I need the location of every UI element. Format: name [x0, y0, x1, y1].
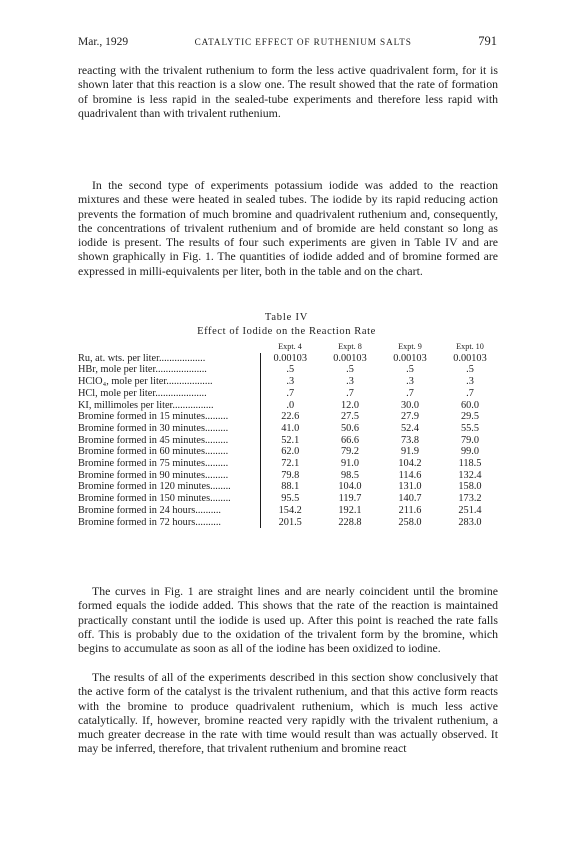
dot-leader: ....................	[155, 387, 207, 399]
row-label	[78, 493, 260, 505]
header-blank	[78, 341, 260, 353]
table-cell: 201.5	[278, 516, 302, 528]
table-cell: .5	[406, 364, 414, 376]
row-label-text: Ru, at. wts. per liter	[78, 352, 159, 364]
table-cell: 79.2	[340, 446, 360, 458]
row-label	[78, 400, 260, 412]
table-cell: 50.6	[340, 422, 360, 434]
table-cell: 91.0	[340, 458, 360, 470]
table-row	[78, 435, 500, 447]
dot-leader: ..........	[195, 516, 222, 528]
row-label	[78, 423, 260, 435]
table-cell: .7	[406, 387, 414, 399]
table-cell: 12.0	[340, 399, 360, 411]
table-title: Effect of Iodide on the Reaction Rate	[197, 326, 376, 337]
row-label	[78, 446, 260, 458]
table-cell: 22.6	[281, 411, 300, 423]
dot-leader: ....................	[155, 364, 207, 376]
row-label	[78, 505, 260, 517]
dot-leader: ........	[210, 493, 231, 505]
table-cell: 283.0	[458, 516, 482, 528]
table-cell: 99.0	[460, 446, 480, 458]
row-label	[78, 376, 260, 388]
table-cell: 158.0	[458, 481, 482, 493]
table-cell: 52.1	[281, 434, 300, 446]
table-cell: 29.5	[460, 411, 480, 423]
table-header-row	[78, 341, 500, 353]
row-label-text: Bromine formed in 24 hours	[78, 504, 196, 516]
table-cell: 131.0	[398, 481, 422, 493]
data-table	[78, 341, 501, 528]
row-label	[78, 353, 260, 365]
table-cell: 79.8	[281, 469, 300, 481]
row-label-text: Bromine formed in 15 minutes	[78, 411, 205, 423]
dot-leader: .........	[204, 422, 229, 434]
table-cell: 95.5	[281, 493, 300, 505]
table-cell: .5	[346, 364, 354, 376]
table-cell: .5	[286, 364, 295, 376]
table-cell: 228.8	[338, 516, 362, 528]
row-label-text: Bromine formed in 45 minutes	[78, 434, 205, 446]
running-title: CATALYTIC EFFECT OF RUTHENIUM SALTS	[194, 37, 412, 47]
row-label-text: Bromine formed in 150 minutes	[78, 493, 211, 505]
dot-leader: ................	[172, 399, 214, 411]
table-cell: 114.6	[398, 469, 422, 481]
table-cell: 0.00103	[393, 352, 427, 364]
table-cell: 104.0	[338, 481, 362, 493]
table-row	[78, 376, 500, 388]
table-cell: 251.4	[458, 504, 482, 516]
row-label-text: Bromine formed in 72 hours	[78, 516, 196, 528]
table-row	[78, 400, 500, 412]
table-cell: 154.2	[278, 504, 302, 516]
row-label	[78, 364, 260, 376]
table-row	[78, 446, 500, 458]
table-cell: 41.0	[281, 422, 300, 434]
paragraph-second-type-experiments: In the second type of experiments potassium iodide was added to the reaction mixtures and these were heated in sealed tubes. The iodide by its rapid reducing action prevents the formation of much bromine and quadrivalent ruthenium and, consequently, the concentrations of trivalent ruthenium and of bromide are held constant so long as iodide is present. The results of four such experiments are given in Table IV and are shown graphically in Fig. 1. The quantities of iodide added and of bromine formed are expressed in milli-equivalents per liter, both in the table and on the chart.	[78, 178, 498, 278]
dot-leader: .........	[204, 469, 229, 481]
table-cell: 104.2	[398, 458, 422, 470]
table-cell: 0.00103	[273, 352, 307, 364]
table-cell: .3	[346, 376, 354, 388]
dot-leader: ..................	[158, 352, 206, 364]
paragraph-conclusions: The results of all of the experiments described in this section show conclusively that the active form of the catalyst is the trivalent ruthenium, and that this active form reacts with the bromine to produce quadrivalent ruthenium, which is much less active catalytically. If, however, bromine reacted very rapidly with the trivalent ruthenium, a much greater decrease in the rate with time would result than was actually observed. It may be inferred, therefore, that trivalent ruthenium and bromine react	[78, 670, 498, 756]
dot-leader: .........	[204, 411, 229, 423]
table-row	[78, 493, 500, 505]
table-cell: 60.0	[460, 399, 480, 411]
dot-leader: .........	[204, 458, 229, 470]
dot-leader: .........	[204, 434, 229, 446]
row-label-text: KI, millimoles per liter	[78, 399, 173, 411]
table-cell: 173.2	[458, 493, 482, 505]
dot-leader: ..................	[166, 376, 213, 388]
row-label	[78, 388, 260, 400]
row-label-text: Bromine formed in 75 minutes	[78, 458, 205, 470]
row-label	[78, 458, 260, 470]
table-cell: .0	[286, 399, 295, 411]
table-row	[78, 353, 500, 365]
table-row	[78, 517, 500, 529]
table-row	[78, 388, 500, 400]
table-row	[78, 411, 500, 423]
column-header: Expt. 8	[338, 342, 362, 351]
row-label	[78, 411, 260, 423]
table-cell: 0.00103	[333, 352, 367, 364]
table-cell: .7	[286, 387, 295, 399]
table-cell: 258.0	[398, 516, 422, 528]
table-cell: .3	[466, 376, 474, 388]
table-cell: 27.9	[400, 411, 420, 423]
table-row	[78, 470, 500, 482]
table-cell: 140.7	[398, 493, 422, 505]
table-cell: 66.6	[340, 434, 360, 446]
table-cell: 79.0	[460, 434, 480, 446]
column-header: Expt. 4	[278, 342, 302, 351]
table-cell: 88.1	[281, 481, 300, 493]
table-row	[78, 505, 500, 517]
table-cell: .5	[466, 364, 474, 376]
table-cell: 91.9	[400, 446, 420, 458]
page-number: 791	[478, 34, 497, 48]
row-label-text: Bromine formed in 120 minutes	[78, 481, 211, 493]
row-label	[78, 435, 260, 447]
table-cell: 118.5	[458, 458, 482, 470]
row-label	[78, 470, 260, 482]
dot-leader: .........	[204, 446, 229, 458]
table-cell: .7	[466, 387, 474, 399]
row-label-text: Bromine formed in 30 minutes	[78, 422, 205, 434]
issue-date: Mar., 1929	[78, 36, 129, 48]
row-label-text: HClO₄, mole per liter	[78, 376, 167, 388]
table-cell: 73.8	[400, 434, 420, 446]
row-label-text: Bromine formed in 90 minutes	[78, 469, 205, 481]
table-cell: 0.00103	[453, 352, 487, 364]
paragraph-continued: reacting with the trivalent ruthenium to form the less active quadrivalent form, for it is shown later that this reaction is a slow one. The result showed that the rate of formation of bromine is less rapid in the sealed-tube experiments and therefore less rapid with quadrivalent than with trivalent ruthenium.	[78, 63, 498, 120]
column-header: Expt. 9	[398, 342, 422, 351]
table-cell: 55.5	[460, 422, 480, 434]
table-cell: 30.0	[400, 399, 420, 411]
table-cell: 211.6	[398, 504, 422, 516]
table-caption	[0, 312, 573, 337]
running-header	[78, 34, 497, 49]
table-row	[78, 364, 500, 376]
table-cell: 132.4	[458, 469, 482, 481]
table-row	[78, 423, 500, 435]
row-label	[78, 517, 260, 529]
column-header: Expt. 10	[456, 342, 484, 351]
table-cell: 98.5	[340, 469, 360, 481]
row-label-text: Bromine formed in 60 minutes	[78, 446, 205, 458]
table-cell: 119.7	[338, 493, 362, 505]
dot-leader: ........	[210, 481, 231, 493]
table-row	[78, 458, 500, 470]
table-cell: 192.1	[338, 504, 362, 516]
table-label: Table IV	[264, 312, 309, 323]
row-label-text: HCl, mole per liter	[78, 387, 156, 399]
dot-leader: ..........	[195, 504, 222, 516]
table-cell: 52.4	[400, 422, 420, 434]
table-cell: .7	[346, 387, 354, 399]
paragraph-curves-fig1: The curves in Fig. 1 are straight lines and are nearly coincident until the bromine formed equals the iodide added. This shows that the rate of the reaction is maintained practically constant until the iodide is used up. After this point is reached the rate falls off. This is probably due to the oxidation of the trivalent form by the bromine, which begins to accumulate as soon as all of the iodine has been oxidized to iodine.	[78, 584, 498, 656]
table-cell: 72.1	[281, 458, 300, 470]
table-cell: .3	[286, 376, 295, 388]
row-label	[78, 481, 260, 493]
table-cell: 62.0	[281, 446, 300, 458]
table-row	[78, 481, 500, 493]
table-cell: 27.5	[340, 411, 360, 423]
row-label-text: HBr, mole per liter	[78, 364, 156, 376]
table-cell: .3	[406, 376, 414, 388]
